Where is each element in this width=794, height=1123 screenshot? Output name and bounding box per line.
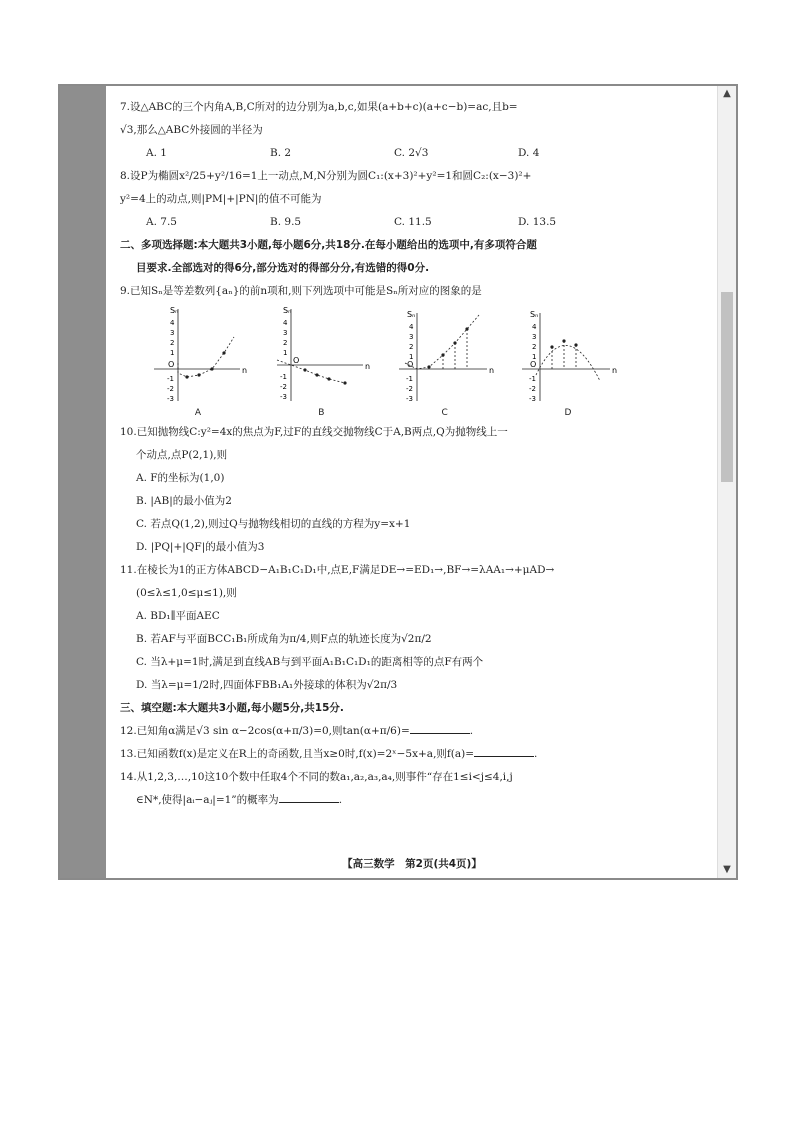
graph-a-ytick-3: 3 [170, 329, 175, 337]
q10-line2: 个动点,点P(2,1),则 [136, 449, 228, 461]
graph-a-ytick-m1: -1 [167, 375, 174, 383]
graph-d-x-label: n [611, 366, 618, 375]
q12-stem: 12.已知角α满足√3 sin α−2cos(α+π/3)=0,则tan(α+π/6)= [120, 725, 410, 737]
q10-option-d: D. |PQ|+|QF|的最小值为3 [136, 541, 265, 553]
q7-option-d: D. 4 [518, 147, 540, 159]
graph-a-y-label: Sₙ [170, 306, 179, 315]
vertical-scrollbar[interactable] [717, 86, 736, 878]
graph-b-y-label: Sₙ [283, 306, 292, 315]
q7-option-c: C. 2√3 [394, 147, 429, 159]
graph-a-ytick-1: 1 [170, 349, 175, 357]
q8-option-b: B. 9.5 [270, 216, 302, 228]
scroll-thumb[interactable] [721, 292, 733, 482]
graph-d [518, 303, 618, 421]
q11-line1: 11.在棱长为1的正方体ABCD−A₁B₁C₁D₁中,点E,F满足DE→=ED₁→,BF→=λAA₁→+μAD→ [120, 564, 555, 576]
graph-c-label: C [441, 408, 448, 418]
graph-c-ytick-3: 3 [408, 333, 414, 341]
q8-line2: y²=4上的动点,则|PM|+|PN|的值不可能为 [120, 193, 322, 205]
document-viewer [58, 84, 738, 880]
q12-text: 12.已知角α满足√3 sin α−2cos(α+π/3)=0,则tan(α+π/6)= . [120, 725, 474, 737]
graph-c-ytick-1: 1 [408, 353, 414, 361]
graph-a-ytick-2: 2 [170, 339, 175, 347]
q8-line1: 8.设P为椭圆x²/25+y²/16=1上一动点,M,N分别为圆C₁:(x+3)²+y²=1和圆C₂:(x−3)²+ [120, 170, 532, 182]
document-page [106, 86, 718, 878]
graph-b-x-label: n [365, 362, 371, 371]
q7-line1: 7.设△ABC的三个内角A,B,C所对的边分别为a,b,c,如果(a+b+c)(a+c−b)=ac,且b= [120, 101, 518, 113]
graph-a-ytick-m3: -3 [167, 395, 174, 403]
graph-b-origin: O [293, 356, 300, 365]
q8-options [120, 211, 710, 234]
q9-graphs [148, 303, 618, 421]
graph-c-x-label: n [488, 366, 494, 375]
q8-option-a: A. 7.5 [146, 216, 177, 228]
q11-option-c: C. 当λ+μ=1时,满足到直线AB与到平面A₁B₁C₁D₁的距离相等的点F有两个 [136, 656, 484, 668]
q8-option-c: C. 11.5 [394, 216, 432, 228]
q11-option-d: D. 当λ=μ=1/2时,四面体FBB₁A₁外接球的体积为√2π/3 [136, 679, 398, 691]
graph-d-ytick-m2: -2 [528, 385, 536, 393]
graph-d-ytick-m3: -3 [528, 395, 536, 403]
section2-heading-line2: 目要求.全部选对的得6分,部分选对的得部分分,有选错的得0分. [136, 262, 430, 274]
page-footer: 【高三数学 第2页(共4页)】 [342, 858, 482, 870]
section2-heading-line1: 二、多项选择题:本大题共3小题,每小题6分,共18分.在每小题给出的选项中,有多项符合题 [120, 239, 537, 251]
graph-d-label: D [564, 408, 572, 418]
q10-option-b: B. |AB|的最小值为2 [136, 495, 232, 507]
q7-options [120, 142, 710, 165]
graph-c-ytick-m2: -2 [405, 385, 413, 393]
q14-line2: ∈N*,使得|aᵢ−aⱼ|=1”的概率为 . [136, 794, 343, 806]
graph-b-ytick-3: 3 [283, 329, 288, 337]
graph-a-ytick-4: 4 [170, 319, 175, 327]
graph-a-ytick-m2: -2 [167, 385, 174, 393]
graph-b-ytick-2: 2 [283, 339, 288, 347]
left-gutter [60, 86, 106, 878]
graph-c-y-label: Sₙ [406, 310, 415, 319]
graph-d-ytick-m1: -1 [528, 375, 536, 383]
q10-option-c: C. 若点Q(1,2),则过Q与抛物线相切的直线的方程为y=x+1 [136, 518, 411, 530]
q8-option-d: D. 13.5 [518, 216, 557, 228]
q14-line1: 14.从1,2,3,…,10这10个数中任取4个不同的数a₁,a₂,a₃,a₄,则事件“存在1≤i<j≤4,i,j [120, 771, 513, 783]
graph-d-ytick-1: 1 [531, 353, 537, 361]
q7-option-a: A. 1 [146, 147, 167, 159]
graph-c-ytick-m3: -3 [405, 395, 413, 403]
graph-c-origin: O [406, 360, 413, 369]
graph-b-ytick-1: 1 [283, 349, 288, 357]
graph-d-ytick-2: 2 [531, 343, 537, 351]
graph-a-label: A [194, 408, 202, 418]
q11-option-a: A. BD₁∥平面AEC [136, 610, 220, 622]
q14-answer-blank [279, 792, 339, 803]
graph-a-origin: O [168, 360, 175, 369]
graph-a-x-label: n [242, 366, 248, 375]
graph-b-ytick-m2: -2 [280, 383, 288, 391]
graph-c [395, 303, 495, 421]
graph-c-ytick-4: 4 [408, 323, 414, 331]
q13-stem: 13.已知函数f(x)是定义在R上的奇函数,且当x≥0时,f(x)=2ˣ−5x+a,则f(a)= [120, 748, 475, 760]
section3-heading: 三、填空题:本大题共3小题,每小题5分,共15分. [120, 702, 344, 714]
graph-d-origin: O [529, 360, 537, 369]
graph-b-ytick-m1: -1 [280, 373, 288, 381]
q10-option-a: A. F的坐标为(1,0) [136, 472, 225, 484]
q13-text: 13.已知函数f(x)是定义在R上的奇函数,且当x≥0时,f(x)=2ˣ−5x+a,则f(a)= . [120, 748, 538, 760]
graph-c-ytick-2: 2 [408, 343, 414, 351]
q11-option-b: B. 若AF与平面BCC₁B₁所成角为π/4,则F点的轨迹长度为√2π/2 [136, 633, 432, 645]
scroll-down-arrow-icon[interactable]: ▼ [723, 864, 731, 875]
graph-b-ytick-m3: -3 [280, 393, 288, 401]
graph-b-label: B [318, 408, 325, 418]
q11-line2: (0≤λ≤1,0≤μ≤1),则 [136, 587, 237, 599]
graph-d-ytick-4: 4 [531, 323, 537, 331]
graph-d-y-label: Sₙ [529, 310, 539, 319]
graph-c-ytick-m1: -1 [405, 375, 413, 383]
q7-line2: √3,那么△ABC外接圆的半径为 [120, 124, 263, 136]
q12-answer-blank [410, 723, 470, 734]
q9-text: 9.已知Sₙ是等差数列{aₙ}的前n项和,则下列选项中可能是Sₙ所对应的图象的是 [120, 285, 482, 297]
q13-answer-blank [474, 746, 534, 757]
q14-stem: ∈N*,使得|aᵢ−aⱼ|=1”的概率为 [136, 794, 279, 806]
scroll-up-arrow-icon[interactable]: ▲ [723, 88, 731, 99]
graph-b-ytick-4: 4 [283, 319, 288, 327]
q10-line1: 10.已知抛物线C:y²=4x的焦点为F,过F的直线交抛物线C于A,B两点,Q为抛物线上一 [120, 426, 508, 438]
graph-a [148, 303, 248, 421]
q7-option-b: B. 2 [270, 147, 292, 159]
graph-b [271, 303, 371, 421]
graph-d-ytick-3: 3 [531, 333, 537, 341]
